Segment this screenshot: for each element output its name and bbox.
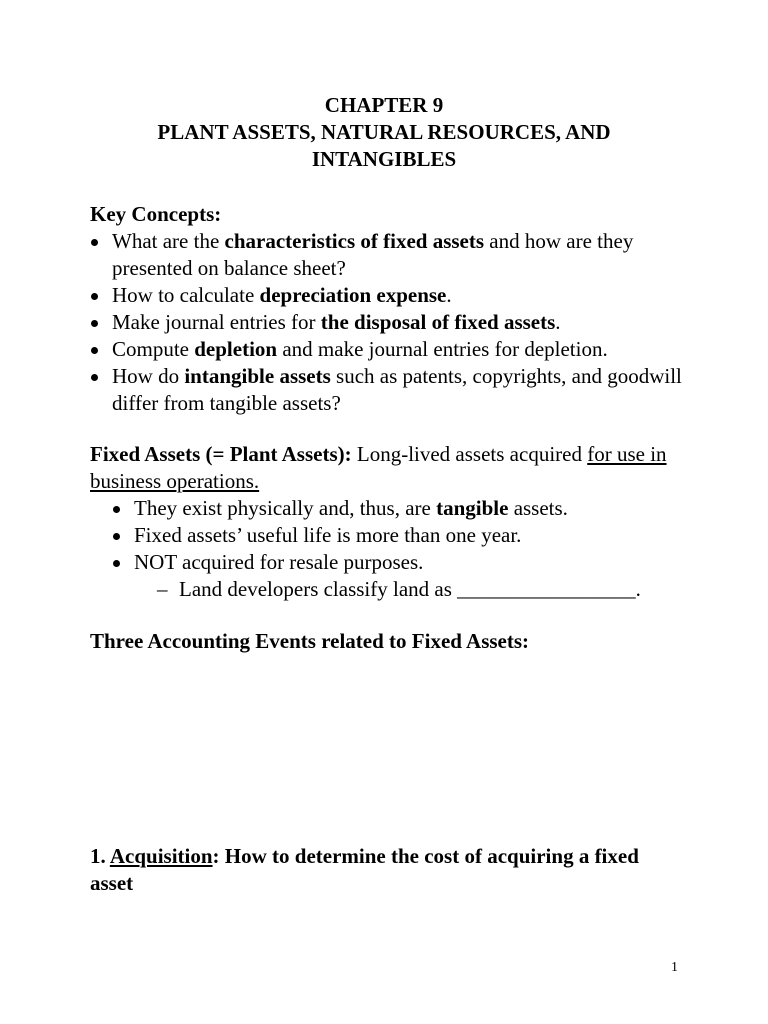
list-item: How to calculate depreciation expense. [90, 282, 690, 309]
list-item: They exist physically and, thus, are tangible assets. [112, 495, 670, 522]
list-item: Make journal entries for the disposal of fixed assets. [90, 309, 690, 336]
fixed-assets-section [90, 441, 670, 603]
fixed-assets-term: Fixed Assets (= Plant Assets): [90, 442, 352, 466]
list-item: How do intangible assets such as patents, copyrights, and goodwill differ from tangible assets? [90, 363, 690, 417]
fixed-assets-list [112, 495, 670, 576]
key-concepts-section [90, 201, 690, 417]
acquisition-heading: 1. Acquisition: How to determine the cost of acquiring a fixed asset [90, 844, 639, 895]
chapter-title-line-1: PLANT ASSETS, NATURAL RESOURCES, AND [157, 120, 611, 144]
list-item: Fixed assets’ useful life is more than one year. [112, 522, 670, 549]
page-number: 1 [671, 960, 678, 975]
accounting-events-heading: Three Accounting Events related to Fixed Assets: [90, 629, 530, 653]
list-item: NOT acquired for resale purposes. [112, 549, 670, 576]
key-concepts-list [90, 228, 690, 417]
land-developers-sub-item: – Land developers classify land as _________________. [157, 576, 670, 603]
key-concepts-heading: Key Concepts: [90, 202, 222, 226]
list-item: Compute depletion and make journal entries for depletion. [90, 336, 690, 363]
chapter-number: CHAPTER 9 [324, 93, 444, 117]
list-item: What are the characteristics of fixed assets and how are they presented on balance sheet? [90, 228, 690, 282]
chapter-title-line-2: INTANGIBLES [311, 147, 457, 171]
fixed-assets-definition: Fixed Assets (= Plant Assets): Long-lived assets acquired for use in business operations. [90, 442, 667, 493]
